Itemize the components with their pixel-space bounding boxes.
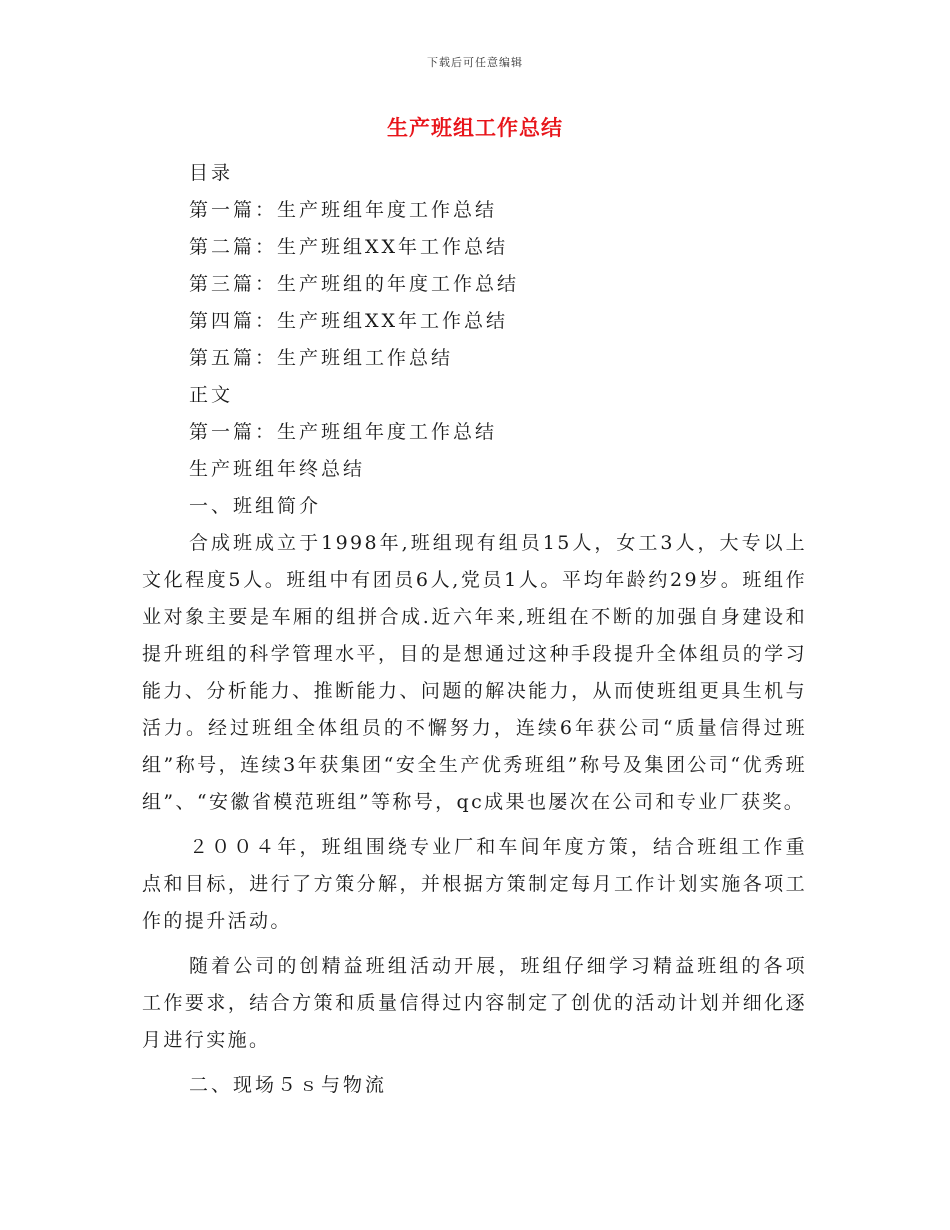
page-header-note: 下载后可任意编辑 — [427, 56, 523, 69]
section-heading-1: 一、班组简介 — [189, 495, 322, 517]
part-title: 第一篇：生产班组年度工作总结 — [189, 421, 498, 443]
toc-item-4: 第四篇：生产班组XX年工作总结 — [189, 310, 509, 332]
toc-heading: 目录 — [189, 162, 234, 184]
toc-item-2: 第二篇：生产班组XX年工作总结 — [189, 236, 509, 258]
toc-item-1: 第一篇：生产班组年度工作总结 — [189, 199, 498, 221]
document-body — [142, 155, 807, 1104]
section-heading-2: 二、现场５ｓ与物流 — [189, 1074, 388, 1096]
toc-item-5: 第五篇：生产班组工作总结 — [189, 347, 454, 369]
paragraph-3: 随着公司的创精益班组活动开展，班组仔细学习精益班组的各项工作要求，结合方策和质量信得过内容制定了创优的活动计划并细化逐月进行实施。 — [142, 955, 807, 1051]
paragraph-1: 合成班成立于1998年,班组现有组员15人，女工3人，大专以上文化程度5人。班组中有团员6人,党员1人。平均年龄约29岁。班组作业对象主要是车厢的组拼合成.近六年来,班组在不断的加强自身建设和提升班组的科学管理水平，目的是想通过这种手段提升全体组员的学习能力、分析能力、推断能力、问题的解决能力，从而使班组更具生机与活力。经过班组全体组员的不懈努力，连续6年获公司“质量信得过班组”称号，连续3年获集团“安全生产优秀班组”称号及集团公司“优秀班组”、“安徽省模范班组”等称号，qc成果也屡次在公司和专业厂获奖。 — [142, 532, 807, 813]
toc-item-3: 第三篇：生产班组的年度工作总结 — [189, 273, 520, 295]
paragraph-2: ２００４年，班组围绕专业厂和车间年度方策，结合班组工作重点和目标，进行了方策分解，并根据方策制定每月工作计划实施各项工作的提升活动。 — [142, 836, 807, 932]
body-heading: 正文 — [189, 384, 234, 406]
document-title: 生产班组工作总结 — [387, 115, 563, 140]
subtitle: 生产班组年终总结 — [189, 458, 366, 480]
